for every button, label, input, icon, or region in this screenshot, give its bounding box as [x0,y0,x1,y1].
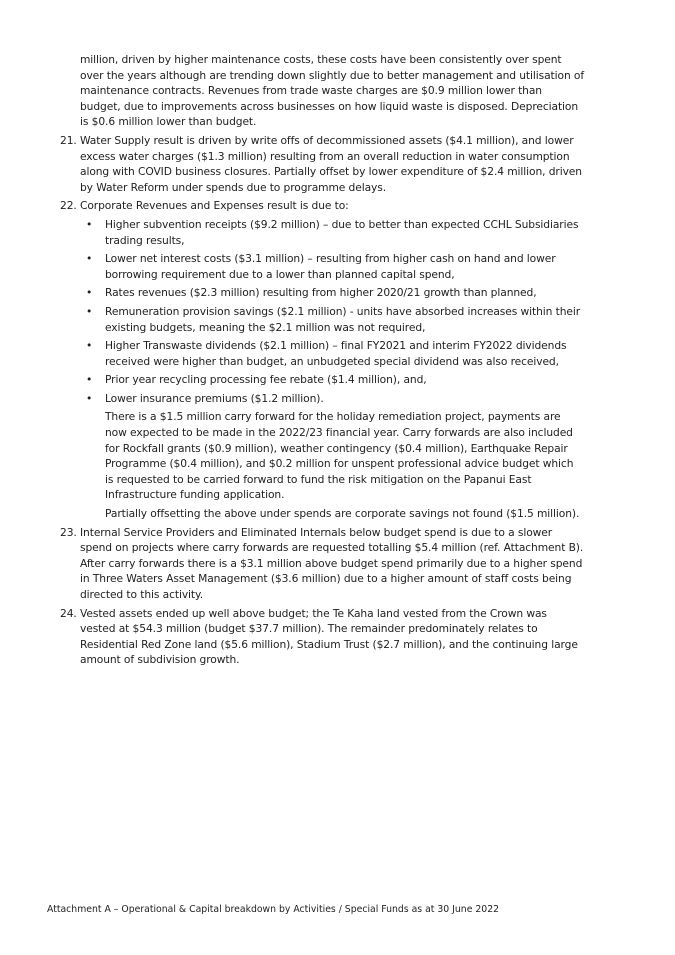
numbered-item-23 [60,525,585,603]
item-number: 21. [60,133,77,147]
bullet-list [60,217,585,407]
bullet-icon: • [86,339,93,353]
list-item-text: Lower insurance premiums ($1.2 million). [105,391,324,405]
list-item [80,338,585,369]
list-item [80,372,585,388]
list-item [80,251,585,282]
bullet-icon: • [86,373,93,387]
numbered-item-24 [60,606,585,668]
sub-paragraph-offset: Partially offsetting the above under spends are corporate savings not found ($1.5 million). [105,507,580,521]
item-number: 22. [60,199,77,213]
page-footer: Attachment A – Operational & Capital breakdown by Activities / Special Funds as at 30 June 2022 [47,904,500,915]
bullet-icon: • [86,217,93,231]
continuation-paragraph: million, driven by higher maintenance costs, these costs have been consistently over spent over the years although are trending down slightly due to better management and utilisation of maintenance contracts. Revenues from trade waste charges are $0.9 million lower than budget, due to improvements across businesses on how liquid waste is disposed. Depreciation is $0.6 million lower than budget. [80,53,585,129]
list-item-text: Prior year recycling processing fee rebate ($1.4 million), and, [105,373,427,387]
bullet-icon: • [86,286,93,300]
list-item-text: Higher subvention receipts ($9.2 million) – due to better than expected CCHL Subsidiaries trading results, [105,217,579,247]
list-item-text: Lower net interest costs ($3.1 million) – resulting from higher cash on hand and lower borrowing requirement due to a lower than planned capital spend, [105,252,556,281]
document-body [60,52,585,668]
item-text: Water Supply result is driven by write offs of decommissioned assets ($4.1 million), and lower excess water charges ($1.3 million) resulting from an overall reduction in water consumption along with COVID business closures. Partially offset by lower expenditure of $2.4 million, driven by Water Reform under spends due to programme delays. [80,133,582,194]
list-item [80,285,585,301]
list-item-text: Higher Transwaste dividends ($2.1 million) – final FY2021 and interim FY2022 dividends received were higher than budget, an unbudgeted special dividend was also received, [105,339,567,368]
list-item-text: Rates revenues ($2.3 million) resulting from higher 2020/21 growth than planned, [105,286,537,300]
list-item [80,217,585,248]
item-text: Internal Service Providers and Eliminated Internals below budget spend is due to a slower spend on projects where carry forwards are requested totalling $5.4 million (ref. Attachment B). After carry forwards there is a $3.1 million above budget spend primarily due to a higher spend in Three Waters Asset Management ($3.6 million) due to a higher amount of staff costs being directed to this activity. [80,525,584,601]
bullet-icon: • [86,391,93,405]
bullet-icon: • [86,252,93,266]
bullet-icon: • [86,304,93,318]
sub-paragraph-carry-forwards: There is a $1.5 million carry forward for the holiday remediation project, payments are now expected to be made in the 2022/23 financial year. Carry forwards are also included for Rockfall grants ($0.9 million), weather contingency ($0.4 million), Earthquake Repair Programme ($0.4 million), and $0.2 million for unspent professional advice budget which is requested to be carried forward to fund the risk mitigation on the Papanui East Infrastructure funding application. [105,410,574,502]
list-item [80,391,585,407]
list-item-text: Remuneration provision savings ($2.1 million) - units have absorbed increases within their existing budgets, meaning the $2.1 million was not required, [105,304,581,334]
item-text: Corporate Revenues and Expenses result is due to: [80,199,349,213]
list-item [80,304,585,335]
item-number: 23. [60,525,77,539]
item-text: Vested assets ended up well above budget; the Te Kaha land vested from the Crown was vested at $54.3 million (budget $37.7 million). The remainder predominately relates to Residential Red Zone land ($5.6 million), Stadium Trust ($2.7 million), and the continuing large amount of subdivision growth. [80,606,578,667]
numbered-item-22 [60,198,585,214]
numbered-item-21 [60,133,585,195]
item-number: 24. [60,606,77,620]
